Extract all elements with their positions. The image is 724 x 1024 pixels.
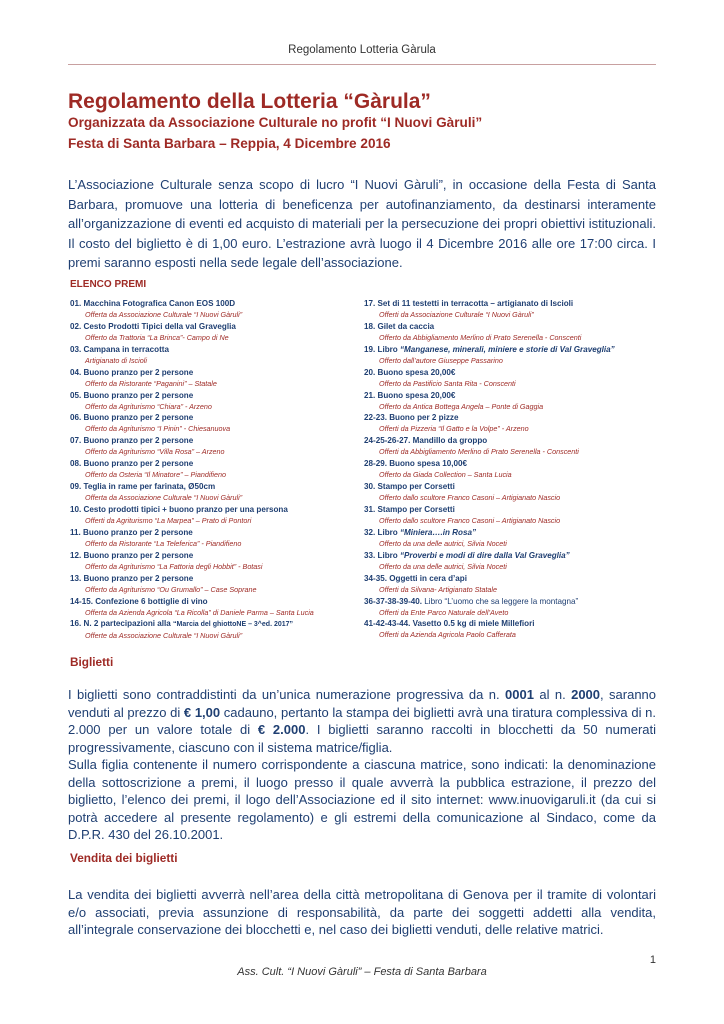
- prize-item: [364, 390, 659, 413]
- event-subtitle: Festa di Santa Barbara – Reppia, 4 Dicembre 2016: [68, 136, 391, 151]
- prize-item: [70, 390, 355, 413]
- prize-item: [364, 435, 659, 458]
- prize-title: 41-42-43-44. Vasetto 0.5 kg di miele Millefiori: [364, 619, 535, 629]
- prize-list-heading: ELENCO PREMI: [70, 279, 147, 290]
- prize-item: [364, 458, 659, 481]
- prize-item: [364, 527, 659, 550]
- biglietti-heading: Biglietti: [70, 655, 114, 669]
- prize-title: 33. Libro “Proverbi e modi di dire dalla Val Graveglia”: [364, 550, 570, 560]
- prize-title: 14-15. Confezione 6 bottiglie di vino: [70, 596, 208, 606]
- prize-title: 09. Teglia in rame per farinata, Ø50cm: [70, 482, 216, 492]
- prize-item: [70, 367, 355, 390]
- prize-offer: Offerta da Associazione Culturale “I Nuovi Gàruli”: [85, 310, 243, 319]
- prize-title: 02. Cesto Prodotti Tipici della val Graveglia: [70, 321, 236, 331]
- prize-title: 28-29. Buono spesa 10,00€: [364, 459, 468, 469]
- prize-offer: Offerto da una delle autrici, Silvia Noceti: [379, 538, 507, 548]
- prize-item: [364, 550, 659, 573]
- prize-offer: Offerta da Associazione Culturale “I Nuovi Gàruli”: [85, 493, 243, 503]
- prize-offer: Offerto da Agriturismo “La Fattoria degli Hobbit” - Botasi: [85, 561, 263, 571]
- prize-item: [70, 573, 355, 596]
- prize-offer: Offerto da Abbigliamento Merlino di Prato Serenella - Conscenti: [379, 332, 582, 342]
- page-number: 1: [649, 954, 656, 966]
- prize-offer: Offerto da Agriturismo “Ou Grumallo” – Case Soprane: [85, 584, 257, 594]
- prize-title: 05. Buono pranzo per 2 persone: [70, 390, 194, 400]
- prize-item: [364, 367, 659, 390]
- organizer-subtitle: Organizzata da Associazione Culturale no profit “I Nuovi Gàruli”: [68, 115, 483, 130]
- prize-offer: Offerto da Giada Collection – Santa Lucia: [379, 470, 512, 480]
- prize-item: [364, 344, 659, 367]
- prize-title: 11. Buono pranzo per 2 persone: [70, 527, 193, 537]
- prize-title: 16. N. 2 partecipazioni alla “Marcia del ghiottoNE – 3^ed. 2017”: [70, 619, 294, 629]
- prize-title: 19. Libro “Manganese, minerali, miniere e storie di Val Graveglia”: [364, 344, 615, 354]
- prize-title: 17. Set di 11 testetti in terracotta – artigianato di Iscioli: [364, 299, 574, 308]
- prize-offer: Offerto da Agriturismo “I Pinin” - Chiesanuova: [85, 424, 231, 434]
- prize-title: 20. Buono spesa 20,00€: [364, 367, 456, 377]
- header-rule: [68, 64, 656, 65]
- prize-title: 22-23. Buono per 2 pizze: [364, 413, 459, 423]
- prize-offer: Offerti da Ente Parco Naturale dell’Aveto: [379, 607, 509, 617]
- vendita-paragraph: La vendita dei biglietti avverrà nell’area della città metropolitana di Genova per il tramite di volontari e/o associati, previa assunzione di responsabilità, da parte dei soggetti addetti alla vendita, all’integrale conservazione dei blocchetti e, nel caso dei biglietti venduti, delle relative matrici.: [68, 887, 656, 938]
- prize-offer: Offerto da Antica Bottega Angela – Ponte di Gaggia: [379, 401, 544, 411]
- prize-item: [364, 596, 659, 619]
- page-footer: Ass. Cult. “I Nuovi Gàruli” – Festa di Santa Barbara: [237, 966, 487, 978]
- prize-offer: Offerta da Azienda Agricola “La Ricolla” di Daniele Parma – Santa Lucia: [85, 607, 314, 617]
- prize-title: 07. Buono pranzo per 2 persone: [70, 436, 194, 446]
- prize-title: 32. Libro “Miniera….in Rosa”: [364, 527, 476, 537]
- prize-offer: Offerto da Agriturismo “Villa Rosa” – Arzeno: [85, 447, 225, 457]
- prize-title: 34-35. Oggetti in cera d’api: [364, 573, 468, 583]
- prize-item: [364, 618, 659, 641]
- running-header: Regolamento Lotteria Gàrula: [288, 44, 436, 56]
- prize-item: [70, 344, 355, 367]
- biglietti-paragraph-1: I biglietti sono contraddistinti da un’unica numerazione progressiva da n. 0001 al n. 2000, saranno venduti al prezzo di € 1,00 cadauno, pertanto la stampa dei biglietti avrà una tiratura complessiva di n. 2.000 per un valore totale di € 2.000. I biglietti saranno raccolti in blocchetti da 50 numerati progressivamente, ciascuno con il sistema matrice/figlia.: [68, 687, 657, 755]
- prize-item: [70, 527, 355, 550]
- prize-item: [364, 504, 659, 527]
- prize-title: 21. Buono spesa 20,00€: [364, 390, 456, 400]
- prize-item: [364, 321, 659, 344]
- prize-offer: Offerto da Pastificio Santa Rita - Conscenti: [379, 378, 516, 388]
- prize-title: 12. Buono pranzo per 2 persone: [70, 550, 194, 560]
- prize-title: 06. Buono pranzo per 2 persone: [70, 413, 194, 423]
- prize-offer: Offerto da Ristorante “La Teleferica” - Piandifieno: [85, 538, 242, 548]
- prize-offer: Offerto da Ristorante “Paganini” – Statale: [85, 378, 217, 388]
- prize-offer: Offerto dallo scultore Franco Casoni – Artigianato Nascio: [379, 493, 561, 503]
- prize-offer: Artigianato di Iscioli: [85, 355, 147, 365]
- prize-title: 24-25-26-27. Mandillo da groppo: [364, 436, 488, 446]
- vendita-heading: Vendita dei biglietti: [70, 851, 178, 865]
- prize-item: [70, 504, 355, 527]
- prize-title: 13. Buono pranzo per 2 persone: [70, 573, 194, 583]
- prize-title: 01. Macchina Fotografica Canon EOS 100D: [70, 299, 236, 308]
- prize-offer: Offerte da Associazione Culturale “I Nuovi Gàruli”: [85, 631, 243, 641]
- prize-list-left: [70, 298, 355, 641]
- prize-offer: Offerti da Associazione Culturale “I Nuovi Gàruli”: [379, 310, 534, 319]
- prize-title: 31. Stampo per Corsetti: [364, 505, 455, 515]
- prize-item: [70, 618, 355, 641]
- prize-title: 30. Stampo per Corsetti: [364, 482, 455, 492]
- prize-offer: Offerto da Trattoria “La Brinca”- Campo di Ne: [85, 332, 229, 342]
- prize-title: 04. Buono pranzo per 2 persone: [70, 367, 194, 377]
- prize-title: 10. Cesto prodotti tipici + buono pranzo per una persona: [70, 505, 288, 515]
- prize-offer: Offerti da Agriturismo “La Marpea” – Prato di Pontori: [85, 516, 252, 526]
- prize-offer: Offerti da Abbigliamento Merlino di Prato Serenella - Conscenti: [379, 447, 579, 457]
- prize-item: [70, 435, 355, 458]
- prize-item: [70, 412, 355, 435]
- prize-offer: Offerti da Azienda Agricola Paolo Cafferata: [379, 630, 516, 640]
- prize-offer: Offerto dallo scultore Franco Casoni – Artigianato Nascio: [379, 516, 561, 526]
- prize-item: [364, 412, 659, 435]
- prize-item: [364, 298, 659, 321]
- document-title: Regolamento della Lotteria “Gàrula”: [68, 90, 431, 113]
- prize-item: [70, 298, 355, 321]
- prize-item: [364, 573, 659, 596]
- prize-item: [70, 481, 355, 504]
- prize-title: 36-37-38-39-40. Libro “L’uomo che sa leggere la montagna”: [364, 596, 579, 606]
- intro-paragraph: L’Associazione Culturale senza scopo di lucro “I Nuovi Gàruli”, in occasione della Festa di Santa Barbara, promuove una lotteria di beneficenza per autofinanziamento, da destinarsi interamente all’organizzazione di eventi ed acquisto di materiali per la persecuzione dei propri obiettivi istituzionali. Il costo del biglietto è di 1,00 euro. L’estrazione avrà luogo il 4 Dicembre 2016 alle ore 17:00 circa. I premi saranno esposti nella sede legale dell’associazione.: [68, 177, 656, 271]
- prize-offer: Offerto da Agriturismo “Chiara” - Arzeno: [85, 401, 212, 411]
- prize-offer: Offerto dall’autore Giuseppe Passarino: [379, 355, 503, 365]
- prize-item: [70, 550, 355, 573]
- prize-title: 08. Buono pranzo per 2 persone: [70, 459, 194, 469]
- prize-item: [70, 596, 355, 619]
- prize-item: [70, 458, 355, 481]
- prize-item: [364, 481, 659, 504]
- prize-list-right: [364, 298, 659, 641]
- prize-item: [70, 321, 355, 344]
- prize-title: 18. Gilet da caccia: [364, 321, 435, 331]
- prize-offer: Offerti da Silvana- Artigianato Statale: [379, 584, 497, 594]
- prize-offer: Offerto da una delle autrici, Silvia Noceti: [379, 561, 507, 571]
- prize-title: 03. Campana in terracotta: [70, 344, 169, 354]
- biglietti-paragraph-2: Sulla figlia contenente il numero corrispondente a ciascuna matrice, sono indicati: la denominazione della sottoscrizione a premi, il luogo presso il quale avverrà la pubblica estrazione, il prezzo del biglietto, l’elenco dei premi, il logo dell’Associazione ed il sito internet: www.inuovigaruli.it (da cui si potrà accedere al presente regolamento) e gli estremi della comunicazione al Sindaco, come da D.P.R. 430 del 26.10.2001.: [68, 757, 656, 843]
- prize-offer: Offerto da Osteria “Il Minatore” – Piandifieno: [85, 470, 227, 480]
- prize-offer: Offerti da Pizzeria “Il Gatto e la Volpe” - Arzeno: [379, 424, 529, 434]
